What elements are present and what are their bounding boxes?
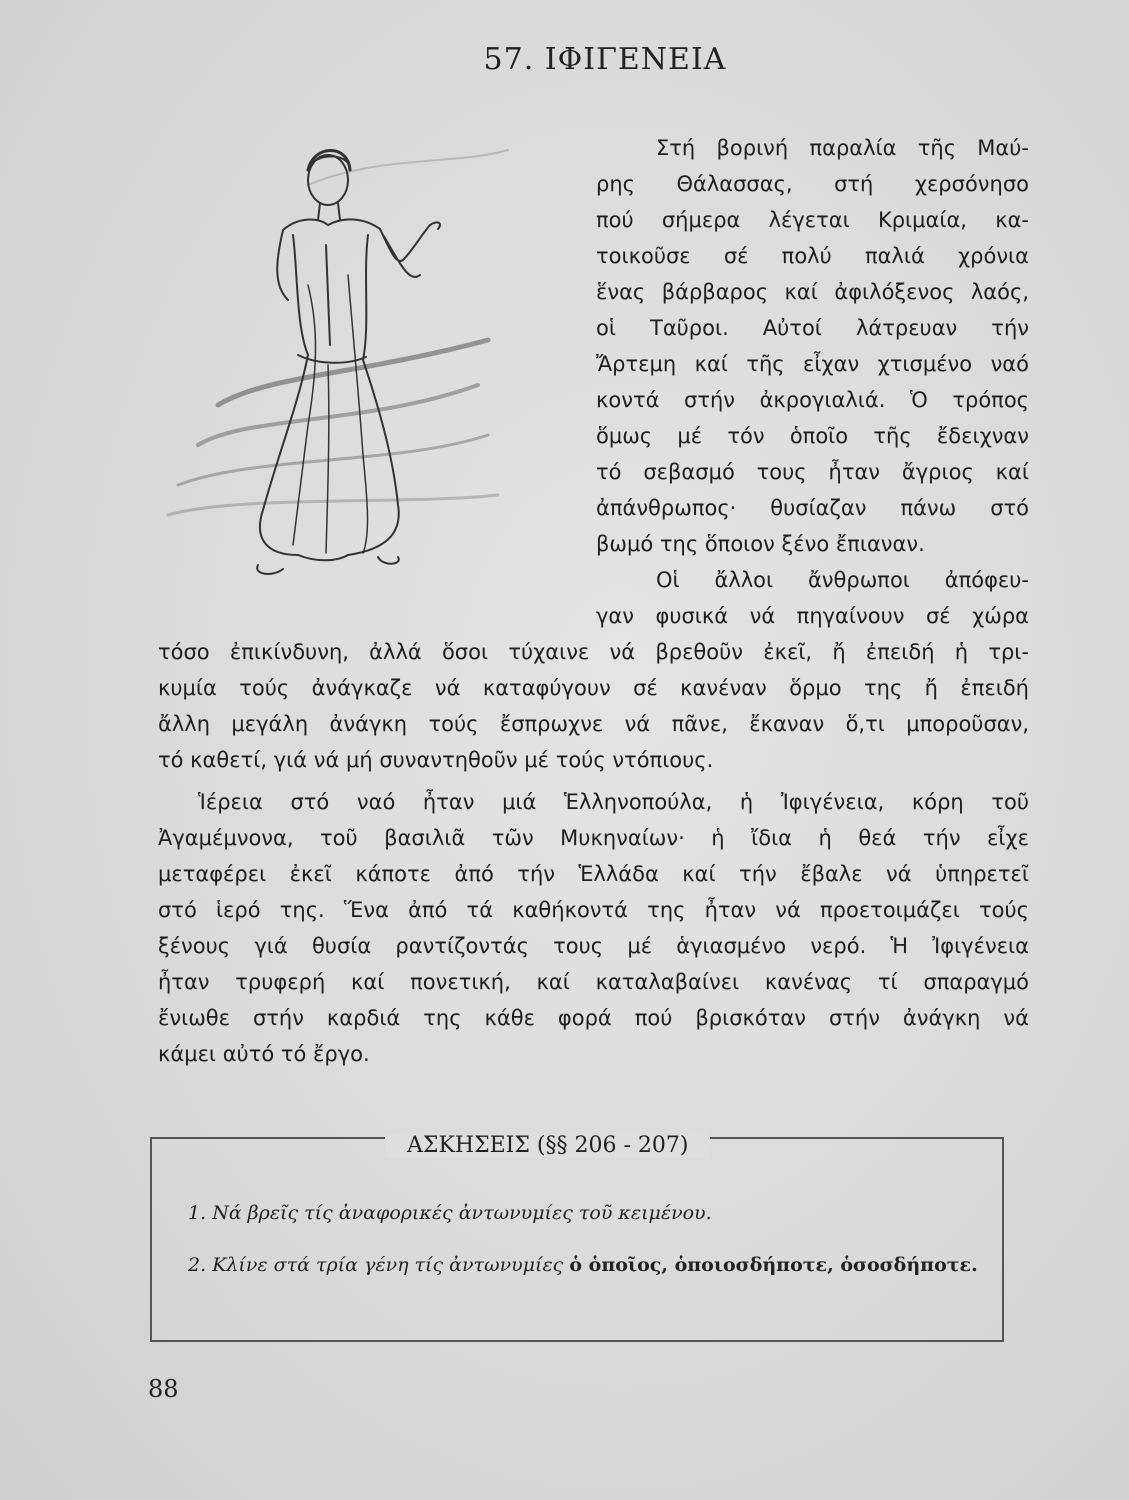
paragraph-3-line-2: Ἀγαμέμνονα, τοῦ βασιλιᾶ τῶν Μυκηναίων· ἡ ἴδια ἡ θεά τήν εἶχε [158,826,1029,850]
paragraph-1-line-5: ἕνας βάρβαρος καί ἀφιλόξενος λαός, [596,280,1029,304]
paragraph-1-line-12: βωμό της ὅποιον ξένο ἔπιαναν. [596,532,925,556]
paragraph-3-line-8: κάμει αὐτό τό ἔργο. [158,1042,370,1066]
paragraph-1-line-10: τό σεβασμό τους ἦταν ἄγριος καί [596,460,1029,484]
paragraph-1-line-4: τοικοῦσε σέ πολύ παλιά χρόνια [596,244,1029,268]
paragraph-3-line-5: ξένους γιά θυσία ραντίζοντάς τους μέ ἁγιασμένο νερό. Ἡ Ἰφιγένεια [158,934,1029,958]
chapter-title-text: ΙΦΙΓΕΝΕΙΑ [544,42,727,77]
paragraph-1-line-11: ἀπάνθρωπος· θυσίαζαν πάνω στό [596,496,1029,520]
paragraph-3-line-6: ἦταν τρυφερή καί πονετική, καί καταλαβαίνει κανένας τί σπαραγμό [158,970,1029,994]
paragraph-3-line-3: μεταφέρει ἐκεῖ κάποτε ἀπό τήν Ἑλλάδα καί τήν ἔβαλε νά ὑπηρετεῖ [158,862,1029,886]
exercise-2-text: Κλίνε στά τρία γένη τίς ἀντωνυμίες [212,1254,564,1276]
exercises-box [150,1137,1004,1342]
exercise-1-number: 1. [188,1202,207,1224]
exercise-1-text: Νά βρεῖς τίς ἀναφορικές ἀντωνυμίες τοῦ κειμένου. [212,1202,712,1224]
paragraph-3-line-4: στό ἱερό της. Ἕνα ἀπό τά καθήκοντά της ἦταν νά προετοιμάζει τούς [158,898,1029,922]
iphigenia-illustration [158,125,518,595]
paragraph-2-line-4: κυμία τούς ἀνάγκαζε νά καταφύγουν σέ κανέναν ὅρμο της ἤ ἐπειδή [158,676,1029,700]
paragraph-2-line-2: γαν φυσικά νά πηγαίνουν σέ χώρα [596,604,1029,628]
paragraph-1-line-8: κοντά στήν ἀκρογιαλιά. Ὁ τρόπος [596,388,1029,412]
exercise-2 [188,1248,988,1282]
paragraph-3-line-1: Ἱέρεια στό ναό ἦταν μιά Ἑλληνοπούλα, ἡ Ἰφιγένεια, κόρη τοῦ [198,790,1029,814]
paragraph-1-line-2: ρης Θάλασσας, στή χερσόνησο [596,172,1029,196]
paragraph-1-line-1: Στή βορινή παραλία τῆς Μαύ- [656,136,1029,160]
paragraph-1-line-6: οἱ Ταῦροι. Αὐτοί λάτρευαν τήν [596,316,1029,340]
chapter-number: 57. [483,42,535,77]
paragraph-2-line-3: τόσο ἐπικίνδυνη, ἀλλά ὅσοι τύχαινε νά βρεθοῦν ἐκεῖ, ἤ ἐπειδή ἡ τρι- [158,640,1029,664]
paragraph-1-line-9: ὅμως μέ τόν ὁποῖο τῆς ἔδειχναν [596,424,1029,448]
exercise-1 [188,1196,988,1230]
page-number: 88 [148,1375,179,1403]
paragraph-2-line-1: Οἱ ἄλλοι ἄνθρωποι ἀπόφευ- [656,568,1029,592]
paragraph-3-line-7: ἔνιωθε στήν καρδιά της κάθε φορά πού βρισκόταν στήν ἀνάγκη νά [158,1006,1029,1030]
paragraph-2-line-5: ἄλλη μεγάλη ἀνάγκη τούς ἔσπρωχνε νά πᾶνε, ἔκαναν ὅ,τι μποροῦσαν, [158,712,1029,736]
exercise-2-number: 2. [188,1254,207,1276]
exercises-title: ΑΣΚΗΣΕΙΣ (§§ 206 - 207) [385,1133,710,1158]
exercise-2-pronouns: ὁ ὁποῖος, ὁποιοσδήποτε, ὁσοσδήποτε. [569,1254,978,1276]
paragraph-2-line-6: τό καθετί, γιά νά μή συναντηθοῦν μέ τούς ντόπιους. [158,748,714,772]
paragraph-1-line-7: Ἄρτεμη καί τῆς εἶχαν χτισμένο ναό [596,352,1029,376]
paragraph-1-line-3: πού σήμερα λέγεται Κριμαία, κα- [596,208,1029,232]
chapter-title [440,42,770,77]
